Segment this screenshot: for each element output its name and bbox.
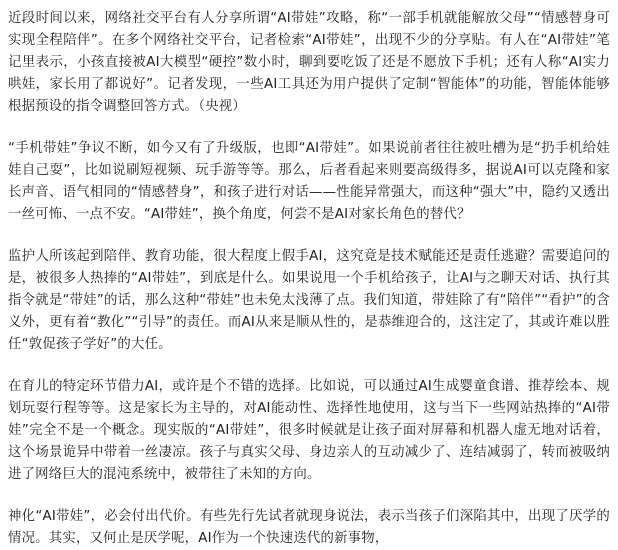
article-paragraph-2: “手机带娃”争议不断，如今又有了升级版，也即“AI带娃”。如果说前者往往被吐槽为是“扔手机给娃娃自己耍”，比如说刷短视频、玩手游等等。那么，后者看起来则要高级得多，据说AI可以克隆和家长声音、语气相同的“情感替身”，和孩子进行对话——性能异常强大，而这种“强大”中，隐约又透出一丝可怖、一点不安。“AI带娃”，换个角度，何尝不是AI对家长角色的替代？ [8,141,610,222]
article-paragraph-3: 监护人所该起到陪伴、教育功能，很大程度上假手AI，这究竟是技术赋能还是责任逃避？需要追问的是，被很多人热捧的“AI带娃”，到底是什么。如果说甩一个手机给孩子，让AI与之聊天对话、执行其指令就是“带娃”的话，那么这种“带娃”也未免太浅薄了点。我们知道，带娃除了有“陪伴”“看护”的含义外，更有着“教化”“引导”的责任。而AI从来是顺从性的，是恭维迎合的，这注定了，其或许难以胜任“敦促孩子学好”的大任。 [8,249,610,352]
article-paragraph-5: 神化“AI带娃”，必会付出代价。有些先行先试者就现身说法，表示当孩子们深陷其中，出现了厌学的情况。其实，又何止是厌学呢，AI作为一个快速迭代的新事物， [8,509,610,546]
article-paragraph-1: 近段时间以来，网络社交平台有人分享所谓“AI带娃”攻略，称“一部手机就能解放父母”“情感替身可实现全程陪伴”。在多个网络社交平台，记者检索“AI带娃”，出现不少的分享贴。有人在“AI带娃”笔记里表示，小孩直接被AI大模型“硬控”数小时，聊到要吃饭了还是不愿放下手机；还有人称“AI实力哄娃，家长用了都说好”。记者发现，一些AI工具还为用户提供了定制“智能体”的功能，智能体能够根据预设的指令调整回答方式。（央视） [8,11,610,114]
article-paragraph-4: 在育儿的特定环节借力AI，或许是个不错的选择。比如说，可以通过AI生成婴童食谱、推荐绘本、规划玩耍行程等等。这是家长为主导的，对AI能动性、选择性地使用，这与当下一些网站热捧的“AI带娃”完全不是一个概念。现实版的“AI带娃”，很多时候就是让孩子面对屏幕和机器人虚无地对话着，这个场景诡异中带着一丝凄凉。孩子与真实父母、身边亲人的互动减少了、连结减弱了，转而被吸纳进了网络巨大的混沌系统中，被带往了未知的方向。 [8,379,610,482]
